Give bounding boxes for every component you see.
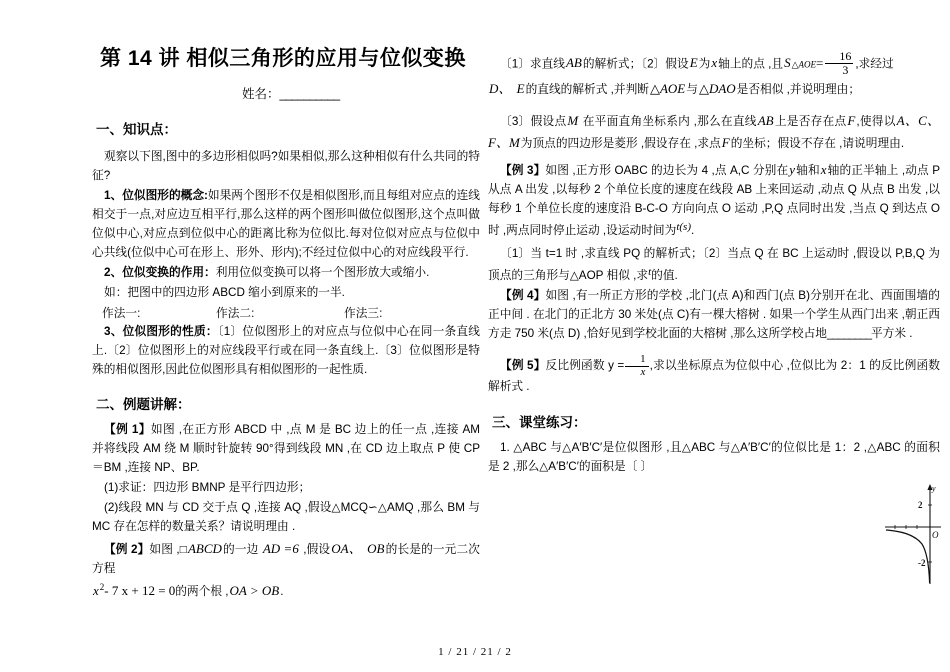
q3-math-m: M xyxy=(567,112,579,128)
example-2-text-5: 的两个根 , xyxy=(175,585,229,599)
q2-math-e: E xyxy=(516,80,525,96)
example-2-text-2: 的一边 xyxy=(222,543,259,557)
question-1-line xyxy=(488,50,940,77)
example-2-math-abcd: ABCD xyxy=(187,541,222,557)
section-heading-exercises: 三、课堂练习： xyxy=(492,415,587,431)
knowledge-item-1-label: 1、位似图形的概念: xyxy=(104,188,208,202)
name-field-line xyxy=(92,84,480,102)
left-column xyxy=(0,0,480,610)
example-5-text-1: 反比例函数 y = xyxy=(545,359,625,373)
question-2-line xyxy=(488,78,940,100)
name-label: 姓名： xyxy=(242,87,280,101)
q1-text-2: 的解析式；〔2〕假设 xyxy=(582,57,689,71)
example-1-question-2: (2)线段 MN 与 CD 交于点 Q ,连接 AQ ,假设△MCQ∽△AMQ ,那么 BM 与 MC 存在怎样的数量关系？请说明理由 . xyxy=(92,501,480,534)
q1-math-fraction xyxy=(823,50,855,77)
knowledge-item-3-label: 3、位似图形的性质： xyxy=(104,324,218,338)
example-2-math-ad: AD =6 xyxy=(262,541,299,557)
example-2-text-3: ,假设 xyxy=(303,543,331,557)
q2-math-triangle-aoe: △AOE xyxy=(649,80,686,96)
question-3-line xyxy=(488,110,940,154)
q3-math-f: F xyxy=(847,112,856,128)
page-title: 第 14 讲 相似三角形的应用与位似变换 xyxy=(100,47,466,70)
knowledge-item-3 xyxy=(92,323,480,380)
hyperbola-curve xyxy=(886,530,930,583)
example-3 xyxy=(488,159,940,241)
example-4-tail: 平方米 . xyxy=(870,327,913,341)
q3-math-f2: F xyxy=(721,134,730,150)
example-3-math-t: t(s) xyxy=(676,220,691,233)
q1-text-1: 〔1〕求直线 xyxy=(500,57,565,71)
example-4 xyxy=(488,287,940,344)
example-4-text: 如图 ,有一所正方形的学校 ,北门(点 A)和西门(点 B)分别开在北、西面围墙的正中间 . 在北门的正北方 30 米处(点 C)有一棵大榕树 . 如果一个学生从西门出来 ,朝正西方走 750 米(点 D) ,恰好见到学校北面的大榕树 ,那么这所学校占地 xyxy=(488,289,940,341)
section-heading-examples: 二、例题讲解： xyxy=(96,397,191,413)
example-2-math-quadratic: - 7 x + 12 = 0 xyxy=(104,583,176,599)
example-5-fraction xyxy=(624,354,650,378)
q1-math-ab: AB xyxy=(565,55,582,71)
example-3-math-y: y xyxy=(789,161,796,177)
q1-text-3: 为 xyxy=(698,57,711,71)
example-3-questions xyxy=(488,245,940,286)
knowledge-item-2-example: 如：把图中的四边形 ABCD 缩小到原来的一半. xyxy=(104,285,345,299)
knowledge-intro: 观察以下图,图中的多边形相似吗?如果相似,那么这种相似有什么共同的特征? xyxy=(92,150,480,182)
spacer-1 xyxy=(488,101,940,110)
q3-math-acfm: A、C、F、M xyxy=(488,112,940,150)
example-3-text-4: . xyxy=(690,223,695,237)
example-2-text-6: . xyxy=(280,585,284,599)
example-2-math-x: x xyxy=(93,583,99,599)
knowledge-item-2 xyxy=(92,264,480,283)
q1-fraction-numerator: 16 xyxy=(825,50,853,64)
example-3-question-math-t: t xyxy=(648,266,652,279)
q2-text-1: 的直线的解析式 ,并判断 xyxy=(525,82,649,96)
page-footer: 1 / 21 / 21 / 2 xyxy=(438,646,512,658)
q3-text-6: 的坐标；假设不存在 ,请说明理由. xyxy=(730,136,905,150)
knowledge-item-2-text: 利用位似变换可以将一个图形放大或缩小. xyxy=(215,265,430,279)
example-5 xyxy=(488,354,940,397)
q2-math-triangle-dao: △DAO xyxy=(698,80,736,96)
q3-text-4: ,使得以 xyxy=(856,114,896,128)
example-1-label: 【例 1】 xyxy=(104,423,151,437)
q3-text-1: 〔3〕假设点 xyxy=(500,114,567,128)
example-2-text-1: 如图 ,□ xyxy=(149,543,187,557)
example-5-label: 【例 5】 xyxy=(500,359,546,373)
example-4-label: 【例 4】 xyxy=(500,289,546,303)
section-heading-knowledge: 一、知识点： xyxy=(96,122,177,137)
example-2-math-oa: OA、 xyxy=(331,541,362,557)
q1-math-x: x xyxy=(711,55,718,71)
example-5-fraction-numerator: 1 xyxy=(625,354,649,367)
q1-math-equals: = xyxy=(815,55,824,71)
example-4-answer-blank: ________ xyxy=(826,327,871,341)
example-1 xyxy=(92,421,480,478)
origin-label: O xyxy=(932,530,939,540)
q1-math-e: E xyxy=(689,55,698,71)
example-5-text-2: ,求以坐标原点为位似中心 ,位似比为 2：1 的反比例函数解析式 . xyxy=(488,359,940,394)
knowledge-item-1-text: 如果两个图形不仅是相似图形,而且每组对应点的连线相交于一点,对应边互相平行,那么这样的两个图形叫做位似图形,这个点叫做位似中心,对应点到位似中心的距离比称为位似比.每对位似对应点与位似中心共线(位似中心可在形上、形外、形内);不经过位似中心的对应线段平行. xyxy=(92,188,480,259)
example-2 xyxy=(92,538,480,579)
q1-text-4: 轴上的点 ,且 xyxy=(718,57,784,71)
q3-text-5: 为顶点的四边形是菱形 ,假设存在 ,求点 xyxy=(520,136,721,150)
example-3-question-text: 〔1〕当 t=1 时 ,求直线 PQ 的解析式；〔2〕当点 Q 在 BC 上运动时 ,假设以 P,B,Q 为顶点的三角形与△AOP 相似 ,求 xyxy=(488,247,940,283)
example-3-text-2: 轴和 xyxy=(796,163,820,177)
name-blank: __________ xyxy=(279,87,340,101)
example-2-math-inequality: OA > OB xyxy=(229,583,280,599)
hyperbola-graph-figure xyxy=(884,482,942,587)
knowledge-item-2-label: 2、位似变换的作用： xyxy=(104,265,216,279)
example-1-text: 如图 ,在正方形 ABCD 中 ,点 M 是 BC 边上的任一点 ,连接 AM 并将线段 AM 绕 M 顺时针旋转 90°得到线段 MN ,在 CD 边上取点 P 使 CP＝BM ,连接 NP、BP. xyxy=(92,423,480,475)
right-column xyxy=(480,0,950,610)
q1-math-area-subscript: △AOE xyxy=(791,59,816,70)
method-one: 作法一: xyxy=(102,306,141,320)
knowledge-item-1 xyxy=(92,187,480,263)
q1-text-5: ,求经过 xyxy=(855,57,894,71)
example-2-math-ob: OB xyxy=(367,541,385,557)
construction-methods-row xyxy=(92,305,480,321)
example-3-math-x: x xyxy=(820,161,827,177)
hyperbola-graph-svg xyxy=(884,482,942,587)
example-3-text-1: 如图 ,正方形 OABC 的边长为 4 ,点 A,C 分别在 xyxy=(545,163,789,177)
y-axis-label: y xyxy=(932,484,936,493)
example-1-question-1: (1)求证：四边形 BMNP 是平行四边形； xyxy=(104,481,311,495)
q3-math-ab: AB xyxy=(757,112,774,128)
q2-text-3: 是否相似 ,并说明理由； xyxy=(736,82,861,96)
q3-text-3: 上是否存在点 xyxy=(774,114,847,128)
q2-math-d: D、 xyxy=(489,80,512,96)
q1-fraction-denominator: 3 xyxy=(842,62,849,77)
q1-math-area-symbol: S xyxy=(784,55,791,71)
example-5-fraction-denominator: x xyxy=(640,365,646,378)
method-two: 作法二: xyxy=(216,306,255,320)
q3-text-2: 在平面直角坐标系内 ,那么在直线 xyxy=(582,114,757,128)
example-2-text-4: 的长是的一元二次方程 xyxy=(92,543,480,576)
example-2-math-exponent: 2 xyxy=(99,582,105,593)
example-3-label: 【例 3】 xyxy=(500,163,546,177)
y-tick-label-positive: 2 xyxy=(918,500,923,510)
q2-text-2: 与 xyxy=(686,82,698,96)
spacer-4 xyxy=(488,345,940,354)
knowledge-item-3-text: 〔1〕位似图形上的对应点与位似中心在同一条直线上.〔2〕位似图形上的对应线段平行或在同一条直线上.〔3〕位似图形是特殊的相似图形,因此位似图形具有相似图形的一起性质. xyxy=(92,324,480,376)
example-3-question-tail: 的值. xyxy=(651,269,678,283)
exercise-1: 1. △ABC 与△A′B′C′是位似图形 ,且△ABC 与△A′B′C′的位似比是 1：2 ,△ABC 的面积是 2 ,那么△A′B′C′的面积是〔 〕 xyxy=(488,441,940,474)
example-2-equation-line xyxy=(92,580,480,602)
method-three: 作法三: xyxy=(344,306,383,320)
y-tick-label-negative: -2 xyxy=(918,558,926,568)
example-3-text-3: 轴的正半轴上 ,动点 P 从点 A 出发 ,以每秒 2 个单位长度的速度在线段 AB 上来回运动 ,动点 Q 从点 B 出发 ,以每秒 1 个单位长度的速度沿 B-C-O 方向向点 O 运动 ,P,Q 点同时出发 ,当点 Q 到达点 O 时 ,两点同时停止运动 ,设运动时间为 xyxy=(488,163,940,237)
example-2-label: 【例 2】 xyxy=(104,543,150,557)
